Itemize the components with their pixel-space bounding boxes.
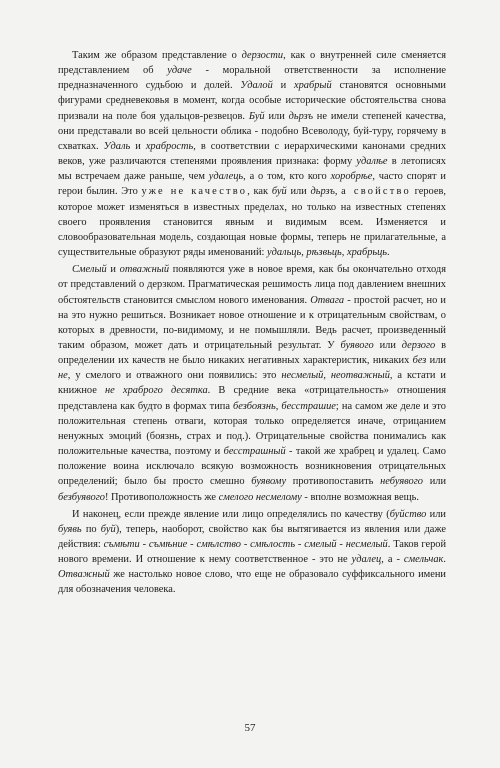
italic-term: не храброго десятка [105, 385, 208, 397]
italic-term: хоробрѣе [330, 171, 373, 183]
italic-term: храбрый [294, 80, 332, 92]
text-run: - [139, 539, 149, 550]
italic-term: удалѣе [356, 156, 388, 168]
text-run: , [275, 400, 282, 412]
italic-term: Удаль [103, 140, 131, 152]
paragraph [58, 48, 446, 260]
text-run: ; на самом же деле и это положительная степень отваги, которая только определяется иначе, отрицанием ненужных эмоций (боязнь, страх и под.). Отрицательные свойства понимались как положительные качества, поэтому и [58, 400, 446, 458]
italic-term: удаче [167, 65, 192, 77]
text-run: - простой расчет, но и на это нужно решиться. Возникает новое отношение и к отрицательным свойствам, о которых в древности, по-видимому, и не помышляли. Ведь расчет, произведенный таким образом, может дать и отрицательный результат. У [58, 294, 446, 351]
text-run: или [264, 110, 289, 122]
italic-term: дьрзъ [310, 186, 335, 198]
text-run: , а - [381, 554, 404, 566]
italic-term: дьрзъ [288, 110, 313, 122]
text-run: - вполне возможная вещь. [301, 491, 419, 503]
text-run: или [426, 508, 446, 520]
text-run: , в соответствии с иерархическими канонами средних веков, уже различаются степенями проявления признака: форму [58, 140, 447, 168]
spaced-emphasis: а свойство [341, 186, 411, 198]
spaced-emphasis: уже не качество [141, 186, 248, 198]
text-run: , [334, 186, 342, 198]
italic-term: безбоязнь [233, 400, 276, 412]
text-run: же настолько новое слово, что еще не образовало суффиксального имени для обозначения человека. [58, 569, 446, 596]
text-run: становятся основными фигурами средневековья в момент, когда особые исторические обстоятельства снова призвали на поле боя удальцов-резвецов. [58, 80, 446, 122]
text-run: и [106, 264, 120, 276]
italic-term: смѣлость [250, 539, 296, 550]
text-run: - [187, 539, 197, 550]
text-run: или [422, 476, 447, 488]
text-run: противопоставить [286, 476, 381, 488]
italic-term: храбрость [145, 140, 194, 152]
text-run: , [323, 370, 331, 382]
text-run: в определении их качеств не было никаких негативных характеристик, никаких [58, 339, 446, 367]
text-run: , как о внутренней силе сменяется представлением об [58, 50, 446, 77]
italic-term: дерзого [401, 339, 436, 351]
text-run: или [426, 355, 446, 367]
paragraph [58, 262, 446, 505]
text-run: - [336, 539, 346, 550]
text-run: - такой же храбрец и удалец. Само положение воина исключало всякую возможность возникновения отрицательных определений; было бы просто смешно [58, 446, 446, 488]
italic-term: Буй [248, 110, 265, 122]
italic-term: смѣлство [196, 539, 241, 550]
italic-term: буйство [389, 508, 427, 520]
text-run: , у смелого и отважного они появились: это [67, 370, 282, 382]
italic-term: удалец [351, 554, 382, 566]
italic-term: Удалой [240, 80, 273, 92]
page-number: 57 [244, 722, 256, 734]
italic-term: отважный [119, 264, 170, 276]
italic-term: буявого [340, 339, 374, 351]
text-run: ), теперь, наоборот, свойство как бы вытягивается из явления или даже действия: [58, 523, 447, 550]
text-run: . Таков герой нового времени. И отношение к нему соответственное - это не [58, 539, 447, 566]
italic-term: несмелый [281, 370, 324, 382]
italic-term: буявому [251, 476, 287, 488]
text-run: . В средние века «отрицательность» отношения представлена как будто в формах типа [58, 385, 446, 412]
italic-term: Смелый [72, 264, 107, 276]
text-run: или [373, 339, 402, 351]
text-run: не имели степеней качества, они представали во всей цельности облика - подобно Всеволоду, буй-туру, горячему в схватках. [58, 110, 446, 152]
italic-term: безбуявого [58, 491, 105, 503]
paragraph [58, 507, 446, 598]
text-run: ! Противоположность же [104, 491, 219, 503]
italic-term: бесстрашие [281, 400, 336, 412]
text-run: и [272, 80, 294, 92]
text-run: , часто спорят и герои былин. Это [58, 171, 446, 198]
italic-term: бесстрашный [223, 446, 286, 458]
italic-term: буй [100, 523, 116, 535]
text-run: - [295, 539, 305, 550]
body-text [58, 48, 446, 598]
text-run: по [81, 523, 101, 535]
italic-term: без [412, 355, 427, 367]
italic-term: неотважный [330, 370, 390, 382]
italic-term: смелого несмелому [218, 491, 302, 503]
italic-term: буявь [58, 523, 82, 535]
text-run: и [130, 140, 146, 152]
text-run: в летописях мы встречаем даже раньше, чем [58, 156, 446, 183]
text-run: появляются уже в новое время, как бы окончательно отходя от представлений о дерзком. Прагматическая решимость лица под давлением внешних обстоятельств становится смыслом нового именования. [58, 264, 446, 306]
text-run: героев, которое может изменяться в известных пределах, но только на известных степенях своего проявления становится явным и видимым всем. Изменяется и словообразовательная модель, создающая новые формы, теперь не прилагательные, а существительные образуют ряды именований: [58, 186, 446, 259]
text-run: , как [247, 186, 272, 198]
text-run: - моральной ответственности за исполнение предназначенного судьбою и долей. [58, 65, 446, 92]
italic-term: Отвага [310, 294, 345, 306]
text-run: - [241, 539, 251, 550]
italic-term: смелый [304, 539, 337, 550]
text-run: . [443, 554, 446, 566]
italic-term: не [58, 370, 68, 382]
italic-term: небуявого [380, 476, 423, 488]
text-run: , а кстати и книжное [58, 370, 446, 397]
text-run: или [286, 186, 311, 198]
text-run: . [387, 247, 390, 259]
italic-term: удальць, рѣзвьць, храбрьць [267, 247, 388, 259]
italic-term: несмелый [345, 539, 388, 550]
italic-term: буй [271, 186, 287, 198]
text-run: Таким же образом представление о [72, 50, 242, 61]
text-run: И наконец, если прежде явление или лицо определялись по качеству ( [72, 508, 390, 520]
italic-term: Отважный [58, 569, 110, 581]
text-run: , а о том, кто кого [243, 171, 331, 183]
italic-term: дерзости [241, 50, 284, 61]
italic-term: съмѣние [148, 539, 188, 550]
italic-term: съмѣти [103, 539, 140, 550]
italic-term: удалець [208, 171, 244, 183]
italic-term: смельчак [403, 554, 444, 566]
